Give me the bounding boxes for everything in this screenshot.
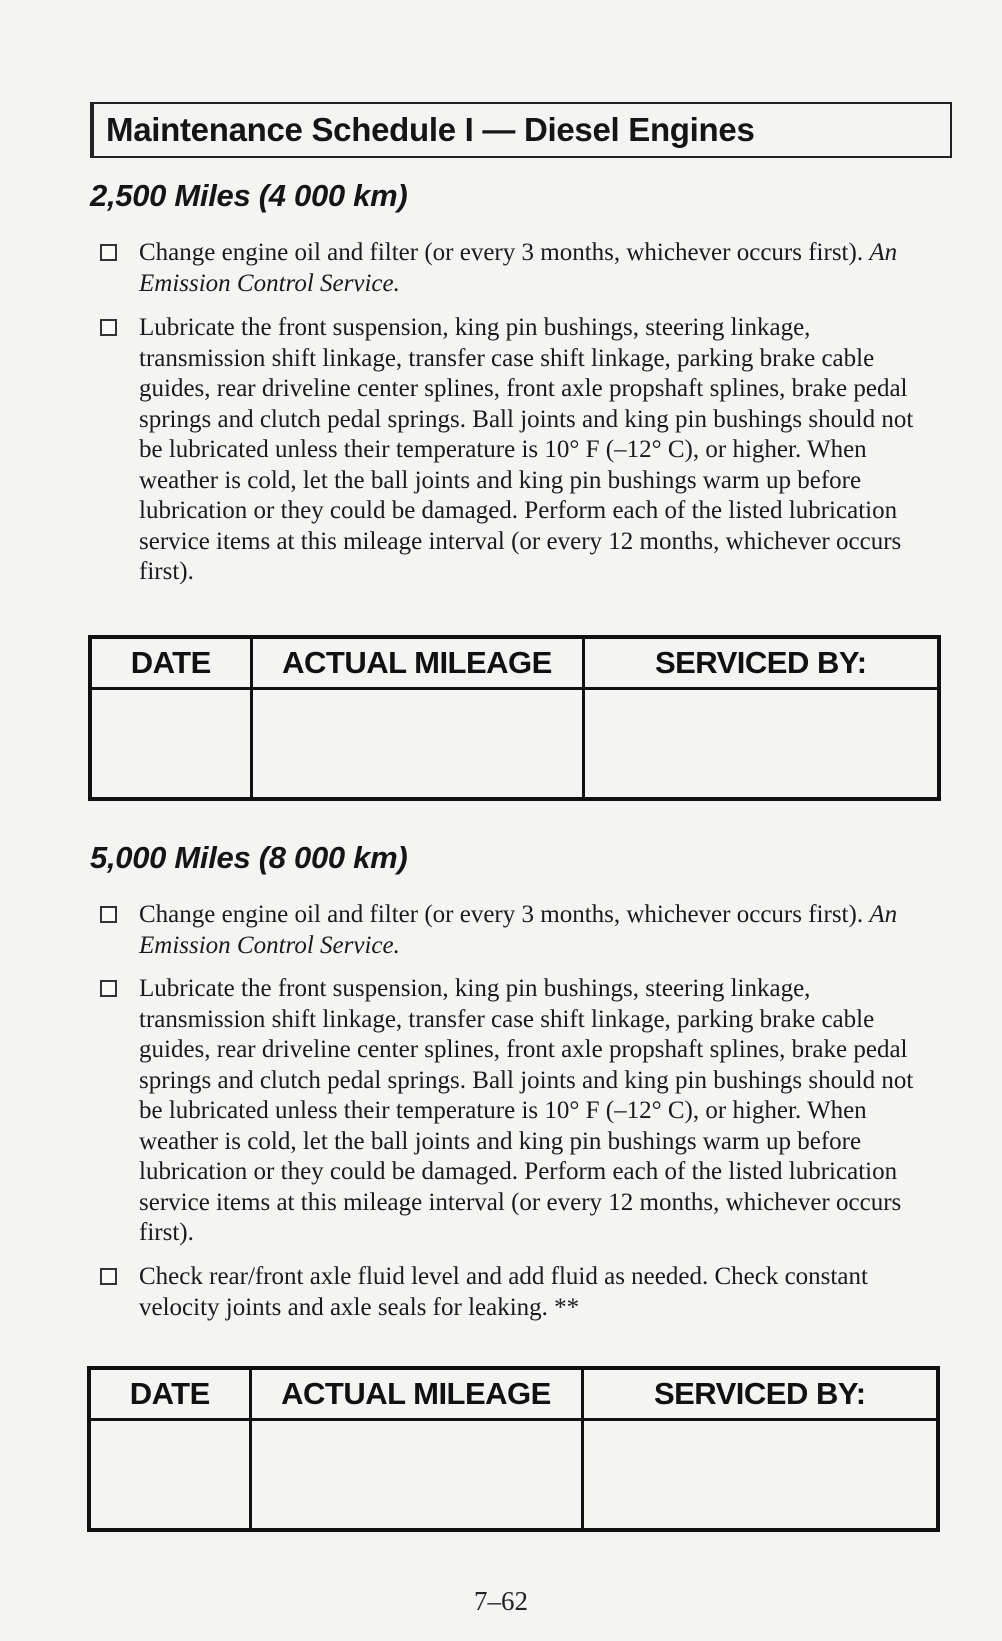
page-title: Maintenance Schedule I — Diesel Engines [106, 111, 755, 148]
section-heading-5000: 5,000 Miles (8 000 km) [90, 840, 408, 875]
checkbox[interactable] [100, 906, 117, 923]
column-header-date: DATE [90, 637, 251, 689]
table-header-row [89, 1368, 938, 1420]
item-text: Lubricate the front suspension, king pin bushings, steering linkage, transmission shift linkage, transfer case shift linkage, parking brake cable guides, rear driveline center splines, front axle propshaft splines, brake pedal springs and clutch pedal springs. Ball joints and king pin bushings should not be lubricated unless their temperature is 10° F (–12° C), or higher. When weather is cold, let the ball joints and king pin bushings warm up before lubrication or they could be damaged. Perform each of the listed lubrication service items at this mileage interval (or every 12 months, whichever occurs first). [139, 314, 914, 585]
checkbox[interactable] [100, 1268, 117, 1285]
mileage-cell[interactable] [250, 1420, 582, 1531]
column-header-mileage: ACTUAL MILEAGE [251, 637, 583, 689]
item-text: Change engine oil and filter (or every 3 months, whichever occurs first). [139, 901, 864, 928]
checklist-item [100, 900, 940, 961]
checklist-item [100, 238, 940, 299]
date-cell[interactable] [89, 1420, 250, 1531]
column-header-serviced-by: SERVICED BY: [582, 1368, 938, 1420]
emission-note: An Emission Control Service. [139, 901, 898, 959]
section-heading-2500: 2,500 Miles (4 000 km) [90, 178, 408, 213]
service-log-table [88, 635, 941, 801]
serviced-by-cell[interactable] [582, 1420, 938, 1531]
date-cell[interactable] [90, 689, 251, 800]
table-row [90, 689, 939, 800]
item-text: Check rear/front axle fluid level and add fluid as needed. Check constant velocity joints and axle seals for leaking. ** [139, 1263, 868, 1321]
checklist-item [100, 974, 940, 1249]
checklist-item [100, 313, 940, 588]
column-header-date: DATE [89, 1368, 250, 1420]
service-log-table [87, 1366, 940, 1532]
checkbox[interactable] [100, 244, 117, 261]
mileage-cell[interactable] [251, 689, 583, 800]
page-number: 7–62 [474, 1586, 528, 1616]
item-text: Lubricate the front suspension, king pin bushings, steering linkage, transmission shift linkage, transfer case shift linkage, parking brake cable guides, rear driveline center splines, front axle propshaft splines, brake pedal springs and clutch pedal springs. Ball joints and king pin bushings should not be lubricated unless their temperature is 10° F (–12° C), or higher. When weather is cold, let the ball joints and king pin bushings warm up before lubrication or they could be damaged. Perform each of the listed lubrication service items at this mileage interval (or every 12 months, whichever occurs first). [139, 975, 914, 1246]
column-header-mileage: ACTUAL MILEAGE [250, 1368, 582, 1420]
page-title-box [90, 102, 952, 158]
emission-note: An Emission Control Service. [139, 239, 898, 297]
item-text: Change engine oil and filter (or every 3 months, whichever occurs first). [139, 239, 864, 266]
column-header-serviced-by: SERVICED BY: [583, 637, 939, 689]
table-header-row [90, 637, 939, 689]
checkbox[interactable] [100, 980, 117, 997]
checkbox[interactable] [100, 319, 117, 336]
checklist-item [100, 1262, 940, 1323]
serviced-by-cell[interactable] [583, 689, 939, 800]
table-row [89, 1420, 938, 1531]
